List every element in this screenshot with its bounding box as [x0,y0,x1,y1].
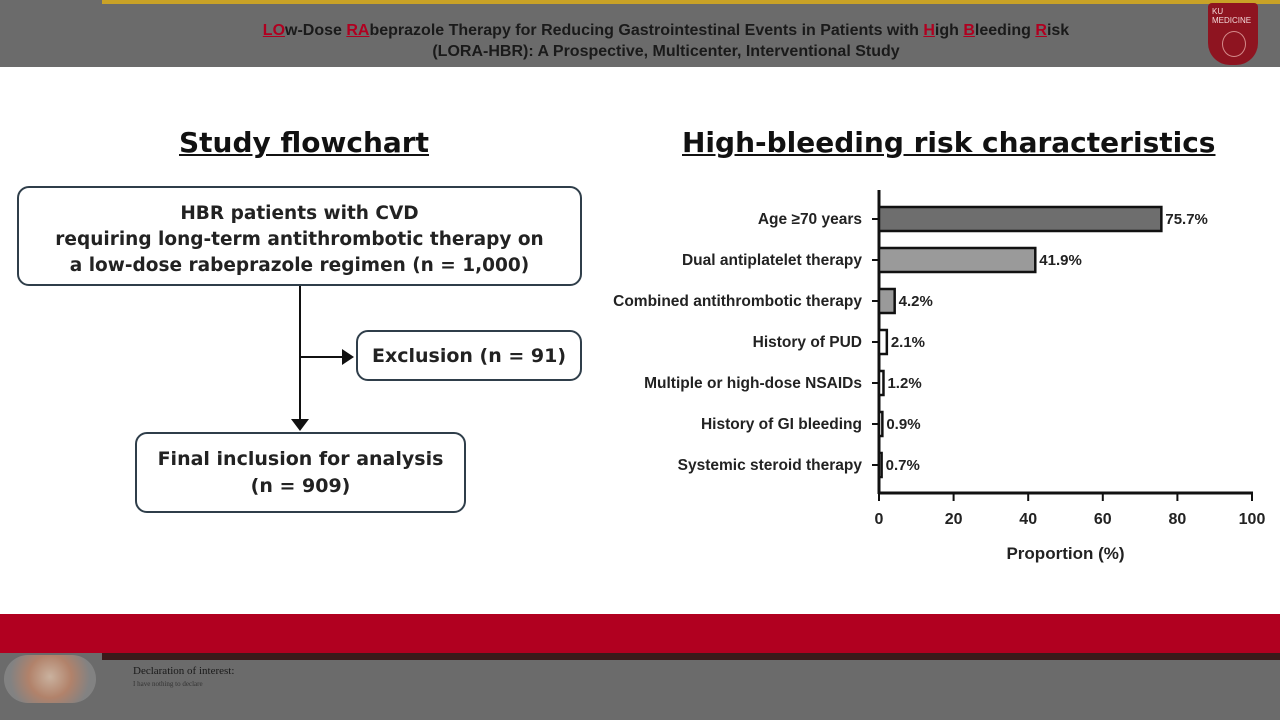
declaration-title: Declaration of interest: [133,665,235,677]
data-label: 2.1% [890,334,926,351]
bar [879,453,882,477]
header-accent-line [102,0,1280,4]
flow-box-final [135,432,466,513]
hbr-bar-chart [600,180,1280,580]
x-tick-label: 0 [874,511,884,528]
bar [879,412,882,436]
flow-box-exclusion-label: Exclusion (n = 91) [371,345,567,367]
study-title [102,20,1230,62]
flow-arrow-exclusion [300,356,344,358]
footer-dark-line [102,653,1280,660]
x-tick-label: 60 [1093,511,1112,528]
x-tick-label: 80 [1168,511,1187,528]
footer-crest-image [4,655,96,703]
flow-box-eligible [17,186,582,286]
x-axis-label: Proportion (%) [1006,544,1125,563]
x-tick-label: 100 [1238,511,1266,528]
flow-arrow-main [299,286,301,420]
y-tick-label: Dual antiplatelet therapy [681,252,862,269]
title-text-segment: igh [934,22,964,39]
bar [879,289,895,313]
chart-title: High-bleeding risk characteristics [682,126,1216,159]
flow-box-eligible-line1: HBR patients with CVD [180,203,419,224]
title-acronym-letter: LO [262,22,286,39]
title-acronym-letter: H [923,22,935,39]
y-tick-label: Age ≥70 years [757,211,862,228]
declaration-text: I have nothing to declare [133,680,203,688]
title-text-segment: isk [1046,22,1070,39]
logo-text: KU MEDICINE [1212,7,1252,25]
y-tick-label: Multiple or high-dose NSAIDs [644,375,862,392]
logo-crest-icon [1222,31,1246,57]
data-label: 0.9% [886,416,921,433]
study-title-line2: (LORA-HBR): A Prospective, Multicenter, Interventional Study [432,43,900,60]
flow-box-final-line2: (n = 909) [250,475,351,497]
flow-box-eligible-line2: requiring long-term antithrombotic therapy on [55,229,544,250]
title-acronym-letter: R [1035,22,1047,39]
x-tick-label: 20 [944,511,963,528]
study-title-line1 [102,20,1230,41]
flow-box-final-line1: Final inclusion for analysis [157,448,444,470]
data-label: 1.2% [887,375,922,392]
title-text-segment: leeding [974,22,1036,39]
data-label: 4.2% [898,293,933,310]
university-logo [1208,3,1258,65]
title-acronym-letter: RA [346,22,370,39]
bar [879,248,1035,272]
bar [879,330,887,354]
flow-arrowhead-right-icon [342,349,354,365]
y-tick-label: History of GI bleeding [700,416,862,433]
flow-box-exclusion [356,330,582,381]
y-tick-label: History of PUD [752,334,862,351]
title-text-segment: w-Dose [285,22,347,39]
data-label: 0.7% [885,457,920,474]
bar [879,371,883,395]
footer-red-band [0,614,1280,653]
x-tick-label: 40 [1019,511,1038,528]
flow-box-eligible-line3: a low-dose rabeprazole regimen (n = 1,000) [69,255,530,276]
title-acronym-letter: B [963,22,975,39]
y-tick-label: Combined antithrombotic therapy [613,293,862,310]
data-label: 41.9% [1039,252,1082,269]
data-label: 75.7% [1165,211,1208,228]
flow-arrowhead-down-icon [291,419,309,431]
title-text-segment: beprazole Therapy for Reducing Gastrointestinal Events in Patients with [369,22,924,39]
y-tick-label: Systemic steroid therapy [677,457,862,474]
flowchart-title: Study flowchart [179,126,430,159]
bar [879,207,1161,231]
